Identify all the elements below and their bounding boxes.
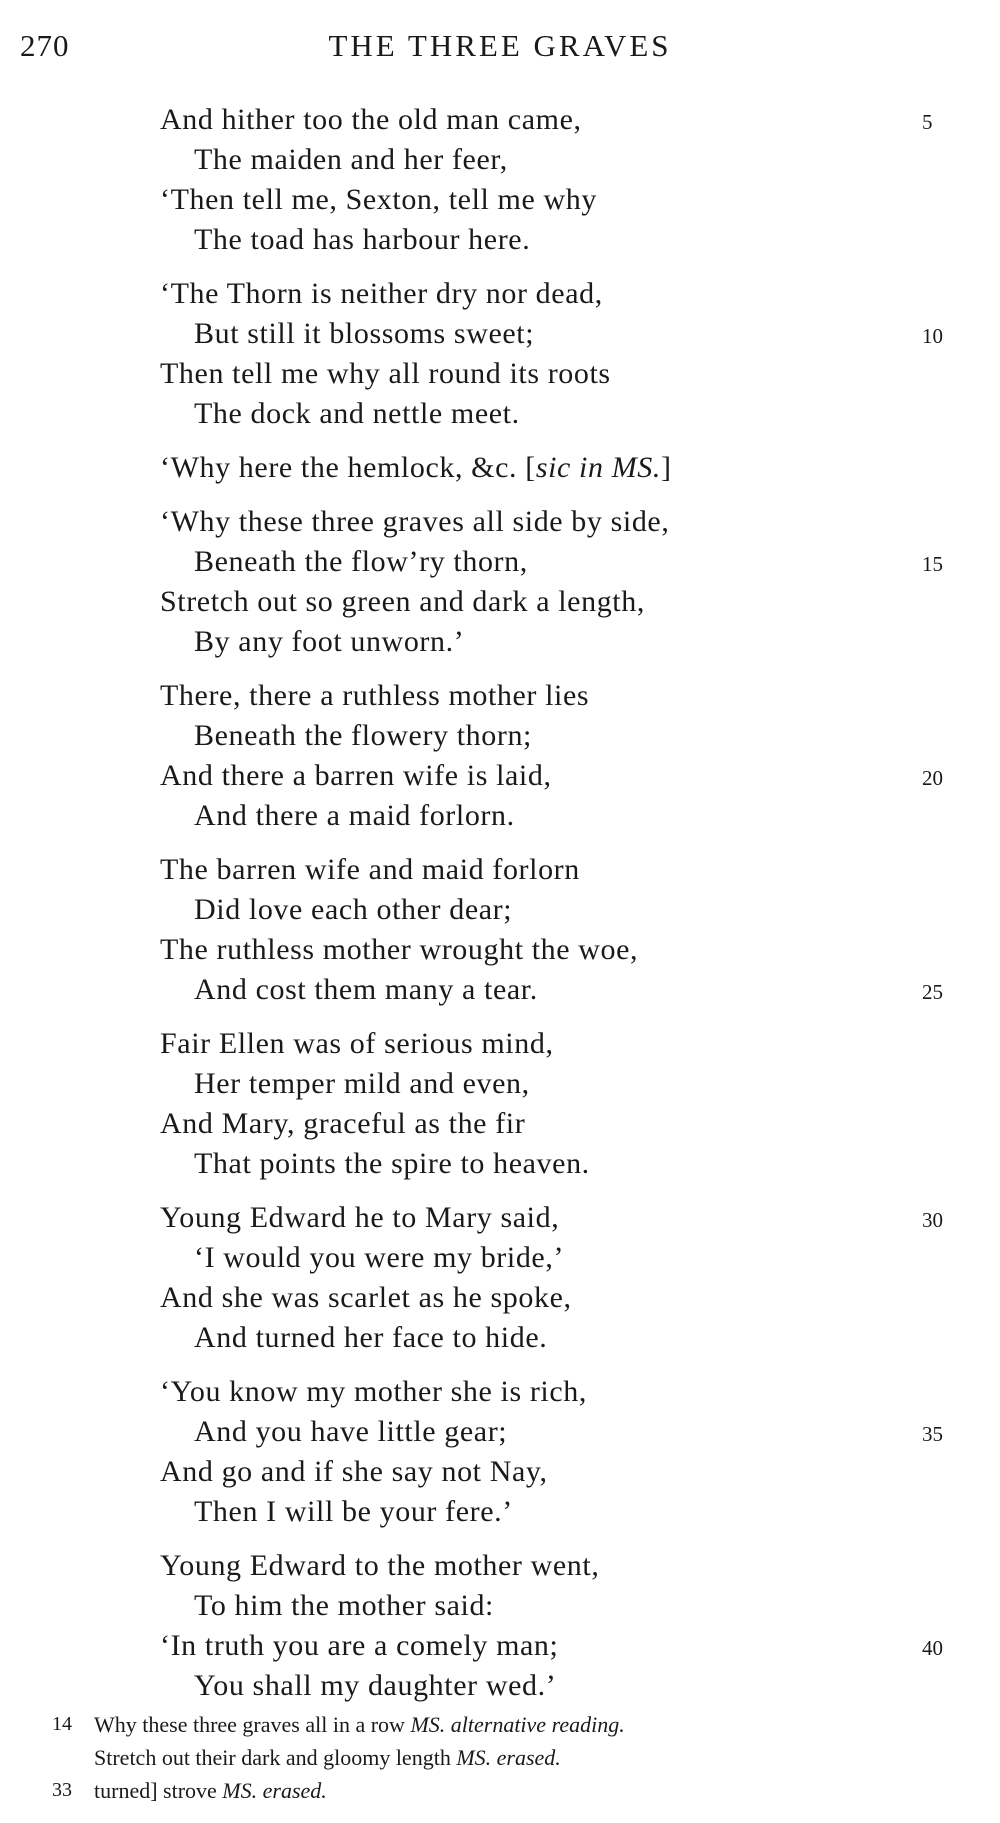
verse-line: Young Edward to the mother went, <box>160 1549 600 1582</box>
verse-line: ‘In truth you are a comely man; 40 <box>160 1626 960 1666</box>
line-number: 25 <box>922 980 943 1004</box>
verse-line: Beneath the flow’ry thorn, 15 <box>160 542 960 582</box>
footnote <box>52 1741 972 1774</box>
verse-line: ‘Then tell me, Sexton, tell me why <box>160 183 597 216</box>
line-number: 20 <box>922 766 943 790</box>
footnote-ms: MS. <box>222 1778 258 1803</box>
verse-line: To him the mother said: <box>194 1589 494 1622</box>
footnote-text: turned] strove <box>94 1778 217 1803</box>
verse-line: The ruthless mother wrought the woe, <box>160 933 639 966</box>
page-number: 270 <box>20 28 70 63</box>
verse-line: And Mary, graceful as the fir <box>160 1107 526 1140</box>
footnote-text: Stretch out their dark and gloomy length <box>94 1745 451 1770</box>
stanza <box>160 448 960 488</box>
verse-line: And turned her face to hide. <box>194 1321 548 1354</box>
verse-line: ‘You know my mother she is rich, <box>160 1375 587 1408</box>
line-number: 10 <box>922 324 943 348</box>
verse-line: Fair Ellen was of serious mind, <box>160 1027 554 1060</box>
line-number: 15 <box>922 552 943 576</box>
verse-line: But still it blossoms sweet; 10 <box>160 314 960 354</box>
stanza <box>160 274 960 434</box>
footnote-text: Why these three graves all in a row <box>94 1712 405 1737</box>
verse-line: Did love each other dear; <box>194 893 513 926</box>
footnote-number: 14 <box>52 1713 72 1735</box>
verse-line: The barren wife and maid forlorn <box>160 853 580 886</box>
footnote-note: alternative reading. <box>450 1712 625 1737</box>
verse-line: Young Edward he to Mary said, 30 <box>160 1198 960 1238</box>
editorial-note: sic in MS. <box>535 451 661 484</box>
stanza <box>160 1198 960 1358</box>
verse-line: ‘Why these three graves all side by side, <box>160 505 670 538</box>
poem-body <box>160 100 960 1720</box>
verse-line: And she was scarlet as he spoke, <box>160 1281 572 1314</box>
verse-line: The toad has harbour here. <box>194 223 531 256</box>
verse-line: And hither too the old man came, 5 <box>160 100 960 140</box>
footnote-number: 33 <box>52 1779 72 1801</box>
verse-line: There, there a ruthless mother lies <box>160 679 590 712</box>
verse-line: Then tell me why all round its roots <box>160 357 611 390</box>
verse-line: Stretch out so green and dark a length, <box>160 585 645 618</box>
verse-line: ‘Why here the hemlock, &c. [sic in MS.] <box>160 451 672 484</box>
stanza <box>160 100 960 260</box>
line-number: 40 <box>922 1636 943 1660</box>
footnote-note: erased. <box>262 1778 327 1803</box>
line-number: 35 <box>922 1422 943 1446</box>
verse-line: And there a maid forlorn. <box>194 799 515 832</box>
footnote-note: erased. <box>496 1745 561 1770</box>
verse-line: You shall my daughter wed.’ <box>194 1669 557 1702</box>
footnote-ms: MS. <box>456 1745 492 1770</box>
verse-line: ‘The Thorn is neither dry nor dead, <box>160 277 603 310</box>
footnotes <box>52 1708 972 1807</box>
verse-line: The dock and nettle meet. <box>194 397 520 430</box>
verse-line: The maiden and her feer, <box>194 143 508 176</box>
verse-line: And there a barren wife is laid, 20 <box>160 756 960 796</box>
verse-line: And cost them many a tear. 25 <box>160 970 960 1010</box>
footnote <box>52 1774 972 1807</box>
verse-line: Beneath the flowery thorn; <box>194 719 532 752</box>
running-title: THE THREE GRAVES <box>328 28 672 63</box>
stanza <box>160 502 960 662</box>
footnote-ms: MS. <box>410 1712 446 1737</box>
verse-line: Then I will be your fere.’ <box>194 1495 513 1528</box>
stanza <box>160 1372 960 1532</box>
stanza <box>160 676 960 836</box>
verse-line: And you have little gear; 35 <box>160 1412 960 1452</box>
verse-line: And go and if she say not Nay, <box>160 1455 548 1488</box>
line-number: 30 <box>922 1208 943 1232</box>
verse-line: ‘I would you were my bride,’ <box>194 1241 565 1274</box>
stanza <box>160 1024 960 1184</box>
stanza <box>160 850 960 1010</box>
verse-line: By any foot unworn.’ <box>194 625 465 658</box>
stanza <box>160 1546 960 1706</box>
footnote <box>52 1708 972 1741</box>
verse-line: That points the spire to heaven. <box>194 1147 590 1180</box>
line-number: 5 <box>922 110 933 134</box>
verse-line: Her temper mild and even, <box>194 1067 530 1100</box>
